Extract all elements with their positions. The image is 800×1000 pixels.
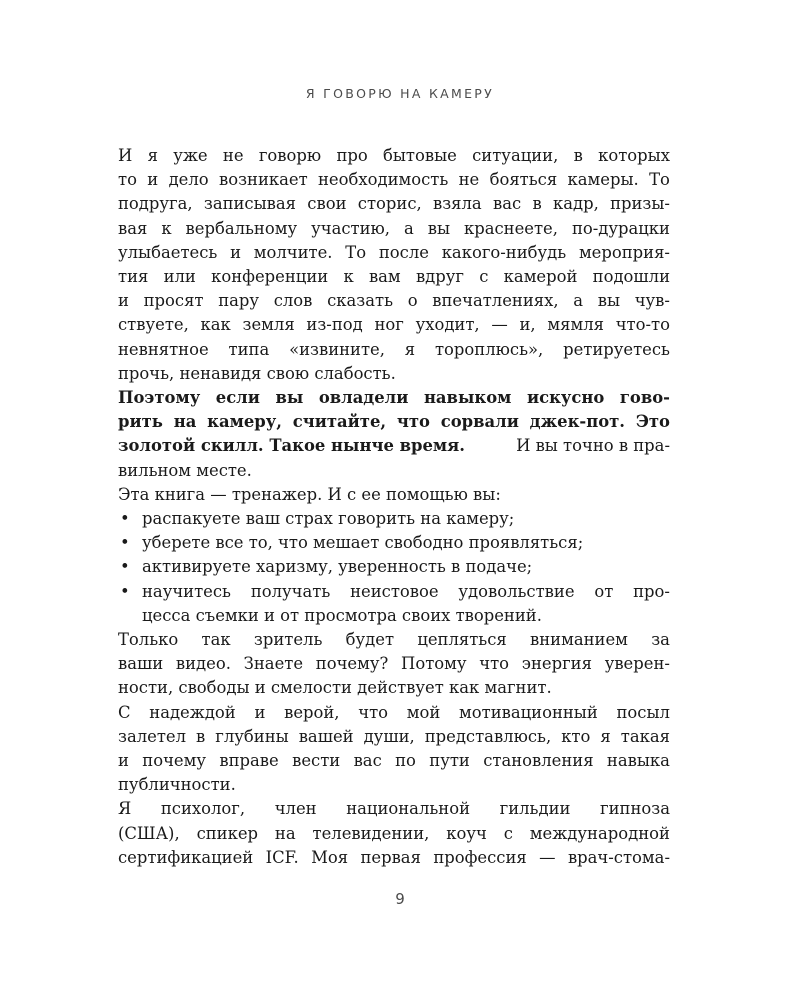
text-line: Я психолог, член национальной гильдии гипноза xyxy=(118,799,670,819)
text-line: и почему вправе вести вас по пути становления навыка xyxy=(118,751,670,771)
text-line: подруга, записывая свои сторис, взяла вас в кадр, призы- xyxy=(118,194,670,214)
text-line: прочь, ненавидя свою слабость. xyxy=(118,363,396,383)
text-line: вильном месте. xyxy=(118,460,252,480)
paragraph-1 xyxy=(118,144,670,386)
text-line: рить на камеру, считайте, что сорвали джек-пот. Это xyxy=(118,412,670,432)
list-item: • уберете все то, что мешает свободно проявляться; xyxy=(118,531,670,555)
text-line: золотой скилл. Такое нынче время. И вы точно в пра- xyxy=(118,436,670,456)
text-line: ваши видео. Знаете почему? Потому что энергия уверен- xyxy=(118,654,670,674)
bullet-icon: • xyxy=(120,533,130,553)
text-line: И я уже не говорю про бытовые ситуации, в которых xyxy=(118,146,670,165)
bullet-icon: • xyxy=(120,509,130,529)
bullet-icon: • xyxy=(120,557,130,577)
text-line: то и дело возникает необходимость не бояться камеры. То xyxy=(118,170,670,190)
text-line: сертификацией ICF. Моя первая профессия — врач-стома- xyxy=(118,847,670,867)
text-line: Только так зритель будет цепляться вниманием за xyxy=(118,630,670,650)
list-item: • активируете харизму, уверенность в подаче; xyxy=(118,555,670,579)
text-line: невнятное типа «извините, я тороплюсь», ретируетесь xyxy=(118,339,670,359)
text-line: тия или конференции к вам вдруг с камерой подошли xyxy=(118,267,670,287)
text-line: Поэтому если вы овладели навыком искусно гово- xyxy=(118,388,670,408)
page-number: 9 xyxy=(395,890,405,908)
text-body xyxy=(118,144,670,870)
text-line: залетел в глубины вашей души, представлюсь, кто я такая xyxy=(118,726,670,746)
text-line: ствуете, как земля из-под ног уходит, — и, мямля что-то xyxy=(118,315,670,335)
paragraph-4 xyxy=(118,628,670,701)
running-header: Я ГОВОРЮ НА КАМЕРУ xyxy=(305,86,495,101)
bullet-list xyxy=(118,507,670,628)
text-line: Эта книга — тренажер. И с ее помощью вы: xyxy=(118,484,501,504)
text-line: С надеждой и верой, что мой мотивационный посыл xyxy=(118,702,670,722)
paragraph-6 xyxy=(118,797,670,870)
text-line: и просят пару слов сказать о впечатлениях, а вы чув- xyxy=(118,291,670,311)
text-line: (США), спикер на телевидении, коуч с международной xyxy=(118,823,670,843)
text-line: вая к вербальному участию, а вы краснеете, по-дурацки xyxy=(118,218,670,238)
text-line: публичности. xyxy=(118,775,236,795)
list-item: • научитесь получать неистовое удовольствие от про- цесса съемки и от просмотра своих творений. xyxy=(120,581,670,625)
bullet-icon: • xyxy=(120,581,130,601)
paragraph-2 xyxy=(118,386,670,483)
paragraph-5 xyxy=(118,701,670,798)
list-item: • распакуете ваш страх говорить на камеру; xyxy=(118,507,670,531)
paragraph-3 xyxy=(118,483,670,507)
text-line: ности, свободы и смелости действует как магнит. xyxy=(118,678,552,698)
text-line: улыбаетесь и молчите. То после какого-нибудь мероприя- xyxy=(118,242,670,262)
